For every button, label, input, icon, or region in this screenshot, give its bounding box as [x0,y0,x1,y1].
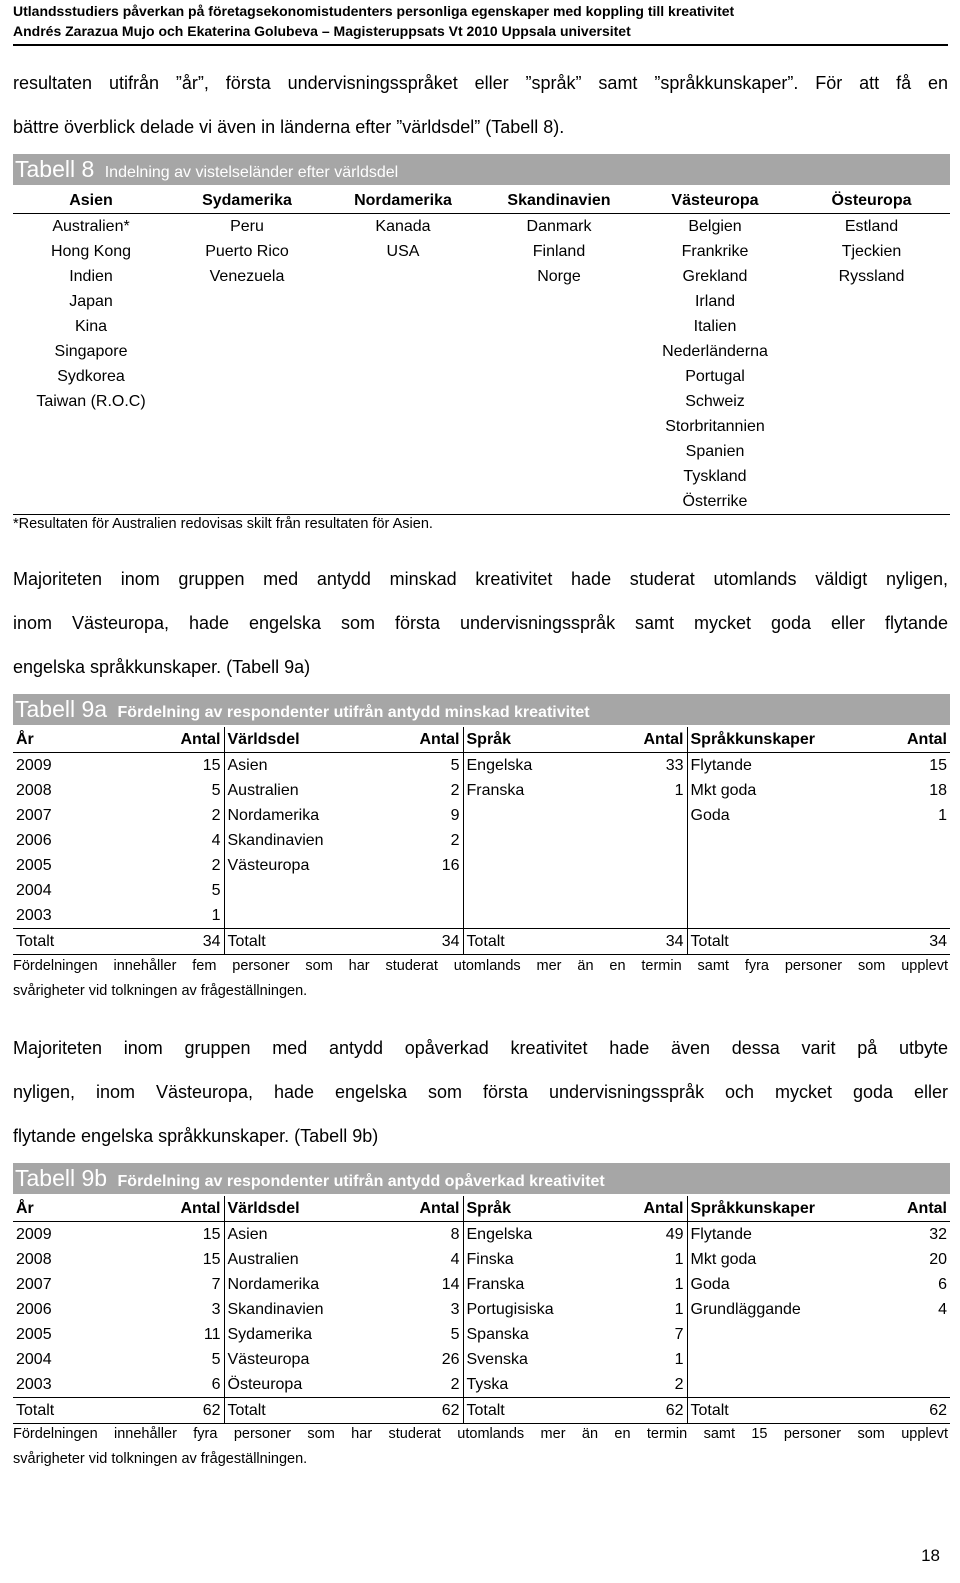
table-cell [481,364,637,389]
table-row [13,778,950,803]
table-cell: Västeuropa [224,853,343,878]
table-cell: 2 [211,857,221,874]
total-cell: 62 [118,1398,224,1424]
table-cell: 2007 [16,1276,52,1293]
table-cell [687,1347,812,1372]
table-row [13,389,950,414]
table9a-header-row [13,727,950,753]
total-cell: Totalt [13,1398,118,1424]
table-cell [687,903,812,929]
header-title: Utlandsstudiers påverkan på företagsekonomistudenters personliga egenskaper med koppling till kreativitet [13,3,735,19]
table9b-header-row [13,1196,950,1222]
total-cell: 62 [812,1398,950,1424]
p9a-line-3: engelska språkkunskaper. (Tabell 9a) [13,657,311,677]
table-row [13,1297,950,1322]
table-cell: 15 [202,1251,221,1268]
table-cell [481,339,637,364]
table-cell [687,878,812,903]
table-cell: 2005 [16,857,52,874]
table-cell: 2006 [16,1301,52,1318]
table-cell: Österrike [637,489,793,515]
table-cell [169,339,325,364]
table-cell [13,464,169,489]
table-cell: 7 [674,1326,684,1343]
table-cell: Franska [463,1272,576,1297]
table-cell: Franska [463,778,576,803]
table-row [13,1347,950,1372]
table-cell: Danmark [526,218,592,235]
total-cell: 34 [576,929,687,955]
table9b-column-header: Språk [463,1196,576,1222]
total-cell: 62 [576,1398,687,1424]
table-cell [343,878,463,903]
table-cell: Goda [687,1272,812,1297]
table9b-note-2: svårigheter vid tolkningen av frågeställningen. [13,1451,308,1467]
table-cell [812,1322,950,1347]
table-row [13,214,950,240]
table-cell: Nordamerika [224,1272,343,1297]
table-cell [793,439,950,464]
table-cell: 4 [938,1301,947,1318]
table-row [13,1272,950,1297]
table-cell [224,878,343,903]
table9a-note-2: svårigheter vid tolkningen av frågeställningen. [13,983,308,999]
table-row [13,903,950,929]
table-cell [325,464,481,489]
table-cell [793,289,950,314]
table-row [13,1222,950,1248]
total-cell: 34 [118,929,224,955]
intro-line-1: resultaten utifrån ”år”, första undervisningsspråket eller ”språk” samt ”språkkunskaper”. För att få en [13,73,948,93]
table-cell: 1 [674,1251,684,1268]
table-cell [812,903,950,929]
table-cell: 1 [674,1351,684,1368]
table-cell: 15 [929,757,947,774]
header-divider [13,44,948,46]
table-cell [325,439,481,464]
table-cell: Tyska [463,1372,576,1398]
p9b-line-3: flytande engelska språkkunskaper. (Tabell 9b) [13,1126,379,1146]
table-cell: 2009 [16,757,52,774]
table9a-note-1: Fördelningen innehåller fem personer som har studerat utomlands mer än en termin samt fyra personer som upplevt [13,958,948,974]
table-row [13,489,950,515]
table-cell: Sydkorea [57,368,125,385]
table-cell: 15 [202,1226,221,1243]
table-cell: 5 [450,1326,460,1343]
table-cell [169,314,325,339]
table-cell: 2009 [16,1226,52,1243]
table-cell: Asien [224,753,343,779]
paragraph-9b [13,1026,948,1158]
table8 [13,188,950,515]
table-cell: Indien [69,268,113,285]
table-cell [325,339,481,364]
table-cell [224,903,343,929]
table-cell: Portugisiska [463,1297,576,1322]
table-cell [169,389,325,414]
table8-column-header: Asien [13,188,169,214]
table-cell [169,489,325,515]
table9b-column-header: Antal [812,1196,950,1222]
table-cell: Portugal [685,368,745,385]
total-cell: Totalt [463,1398,576,1424]
table9a [13,727,950,955]
table8-footnote [13,512,948,537]
table8-footnote-text: *Resultaten för Australien redovisas skilt från resultaten för Asien. [13,516,433,532]
table-cell [169,364,325,389]
table-cell: 2 [674,1376,684,1393]
table-cell [576,853,687,878]
table9a-totals-row [13,929,950,955]
table9b-note-1: Fördelningen innehåller fyra personer som har studerat utomlands mer än en termin samt 15 personer som upplevt [13,1426,948,1442]
table9a-label: Tabell 9a [15,696,108,722]
table-cell: Svenska [463,1347,576,1372]
intro-paragraph [13,61,948,149]
table-cell [812,1347,950,1372]
table-cell [13,439,169,464]
table-cell: 2003 [16,907,52,924]
table-cell [793,464,950,489]
table-cell: 2 [450,832,460,849]
table-cell: Hong Kong [50,243,132,260]
table9b-label: Tabell 9b [15,1165,108,1191]
table-cell: Kanada [375,218,431,235]
table-cell: 2005 [16,1326,52,1343]
table-row [13,464,950,489]
table9b-title-bar [13,1163,950,1194]
table8-column-header: Västeuropa [637,188,793,214]
table-cell [481,439,637,464]
table9a-column-header: Språkkunskaper [687,727,812,753]
table-cell: Japan [69,293,113,310]
table-cell: 33 [665,757,684,774]
running-header [13,1,948,41]
table-cell: 7 [211,1276,221,1293]
intro-line-2: bättre överblick delade vi även in länderna efter ”världsdel” (Tabell 8). [13,117,565,137]
table9a-note [13,954,948,1004]
table-cell [325,314,481,339]
table-cell: 2006 [16,832,52,849]
table-cell: Grekland [682,268,748,285]
table-cell [481,464,637,489]
total-cell: Totalt [463,929,576,955]
table-cell [481,389,637,414]
table-cell: 3 [450,1301,460,1318]
table-row [13,439,950,464]
table-cell: Schweiz [685,393,745,410]
table-cell [325,289,481,314]
table-cell: Italien [693,318,737,335]
table-cell: Flytande [687,1222,812,1248]
table-cell [169,439,325,464]
table-cell: Spanska [463,1322,576,1347]
table-cell: 32 [929,1226,947,1243]
table-cell [169,289,325,314]
table-cell: 2008 [16,1251,52,1268]
table9b-column-header: Världsdel [224,1196,343,1222]
table-cell [576,878,687,903]
table-cell: Engelska [463,753,576,779]
table-cell: Belgien [688,218,742,235]
table-cell: Australien [224,1247,343,1272]
table8-title-bar [13,154,950,185]
table-cell [793,339,950,364]
table-cell: 5 [211,782,221,799]
table-cell: Västeuropa [224,1347,343,1372]
table-cell: 1 [938,807,947,824]
table-cell: 8 [450,1226,460,1243]
table-cell: 4 [211,832,221,849]
table-cell: 5 [450,757,460,774]
table-cell: 11 [203,1326,221,1343]
table9a-column-header: Antal [812,727,950,753]
table-cell: 1 [674,782,684,799]
table-cell: Spanien [685,443,745,460]
table-cell [343,903,463,929]
table-row [13,264,950,289]
total-cell: Totalt [687,929,812,955]
table9a-column-header: Antal [118,727,224,753]
table-cell [325,389,481,414]
table-cell: Östeuropa [224,1372,343,1398]
table-cell: 14 [441,1276,460,1293]
table-cell: Skandinavien [224,828,343,853]
table-cell: 26 [441,1351,460,1368]
table8-header-row [13,188,950,214]
table-cell: Kina [74,318,108,335]
table-cell [576,903,687,929]
table-cell: Finska [463,1247,576,1272]
total-cell: Totalt [224,1398,343,1424]
table-cell: Tyskland [683,468,747,485]
table9a-column-header: Antal [343,727,463,753]
table9b-column-header: Antal [118,1196,224,1222]
table9a-caption: Fördelning av respondenter utifrån antydd minskad kreativitet [117,704,590,721]
table-cell [812,853,950,878]
table9a-column-header: År [13,727,118,753]
total-cell: 62 [343,1398,463,1424]
table9b-caption: Fördelning av respondenter utifrån antydd opåverkad kreativitet [117,1173,605,1190]
table-cell: Mkt goda [687,778,812,803]
table9b-totals-row [13,1398,950,1424]
table-cell: Storbritannien [665,418,765,435]
table-cell: Skandinavien [224,1297,343,1322]
table-cell [463,903,576,929]
total-cell: 34 [343,929,463,955]
table-cell: Norge [537,268,581,285]
table-cell: 2007 [16,807,52,824]
table9a-column-header: Antal [576,727,687,753]
table-cell [481,314,637,339]
table-cell: Flytande [687,753,812,779]
table-row [13,853,950,878]
table-cell: 1 [674,1301,684,1318]
table-cell [325,264,481,289]
total-cell: Totalt [13,929,118,955]
table9a-column-header: Språk [463,727,576,753]
table-cell [325,489,481,515]
table-cell: 6 [211,1376,221,1393]
table-cell: Finland [532,243,586,260]
table-cell: Engelska [463,1222,576,1248]
table-cell [481,489,637,515]
table-cell: Nederländerna [662,343,768,360]
table-cell [793,489,950,515]
table-cell: Mkt goda [687,1247,812,1272]
table-cell: 2008 [16,782,52,799]
table-cell: Puerto Rico [205,243,289,260]
table-cell [576,828,687,853]
table-row [13,239,950,264]
total-cell: Totalt [687,1398,812,1424]
table-cell: Grundläggande [687,1297,812,1322]
table-cell: Peru [230,218,264,235]
table-cell [463,828,576,853]
table-cell: Asien [224,1222,343,1248]
table8-caption: Indelning av vistelseländer efter världsdel [104,164,399,181]
table-cell: Estland [844,218,899,235]
table-cell [812,878,950,903]
table-row [13,828,950,853]
page-number: 18 [921,1546,940,1565]
table-cell [812,828,950,853]
table-row [13,1322,950,1347]
table-cell [325,414,481,439]
table-cell: 15 [202,757,221,774]
paragraph-9a [13,557,948,689]
p9a-line-2: inom Västeuropa, hade engelska som första undervisningsspråk samt mycket goda eller flytande [13,613,948,633]
table-cell: Frankrike [681,243,749,260]
table-cell: 20 [929,1251,947,1268]
table-cell: 49 [665,1226,684,1243]
table8-label: Tabell 8 [15,156,95,182]
table-cell: 2 [450,1376,460,1393]
table-cell: 2 [211,807,221,824]
table-cell: Sydamerika [224,1322,343,1347]
table8-column-header: Östeuropa [793,188,950,214]
table-cell [169,464,325,489]
table-row [13,1372,950,1398]
table-cell: 5 [211,1351,221,1368]
p9b-line-2: nyligen, inom Västeuropa, hade engelska som första undervisningsspråk och mycket goda eller [13,1082,948,1102]
total-cell: Totalt [224,929,343,955]
table-cell: Australien [224,778,343,803]
table-cell [13,414,169,439]
table9b-column-header: Språkkunskaper [687,1196,812,1222]
table-cell [481,289,637,314]
table-cell: Venezuela [209,268,285,285]
table-cell: USA [386,243,420,260]
table-cell [793,314,950,339]
table-cell: 16 [441,857,460,874]
table9a-column-header: Världsdel [224,727,343,753]
table-cell: Ryssland [838,268,905,285]
table-cell: Singapore [54,343,128,360]
table9b [13,1196,950,1424]
table9b-note [13,1422,948,1472]
table-cell [325,364,481,389]
table-cell [463,853,576,878]
table8-column-header: Nordamerika [325,188,481,214]
table-cell [687,1372,812,1398]
table-cell: 2003 [16,1376,52,1393]
table-cell: 5 [211,882,221,899]
table-row [13,289,950,314]
table-cell [793,364,950,389]
table-cell [576,803,687,828]
table8-column-header: Skandinavien [481,188,637,214]
table-cell: Goda [687,803,812,828]
table9b-column-header: År [13,1196,118,1222]
table-cell [463,803,576,828]
table-row [13,1247,950,1272]
table9b-column-header: Antal [576,1196,687,1222]
header-authors: Andrés Zarazua Mujo och Ekaterina Golubeva – Magisteruppsats Vt 2010 Uppsala universitet [13,23,631,39]
table-cell: Australien* [52,218,130,235]
table-cell [687,828,812,853]
table-cell: 18 [929,782,947,799]
table-cell [687,853,812,878]
table-cell: Nordamerika [224,803,343,828]
table-cell [812,1372,950,1398]
table-row [13,339,950,364]
table-row [13,753,950,779]
table-cell: Irland [694,293,736,310]
table-cell: Taiwan (R.O.C) [36,393,146,410]
table-row [13,803,950,828]
table-cell [793,389,950,414]
table-cell: 4 [450,1251,460,1268]
table-cell: 3 [211,1301,221,1318]
table-cell [793,414,950,439]
table-row [13,314,950,339]
table-cell: 1 [211,907,221,924]
table9a-title-bar [13,694,950,725]
table-cell: 9 [450,807,460,824]
table-cell: 2004 [16,882,52,899]
table-cell [13,489,169,515]
table-cell: 1 [674,1276,684,1293]
total-cell: 34 [812,929,950,955]
table-cell: Tjeckien [841,243,902,260]
table-cell [687,1322,812,1347]
table-row [13,364,950,389]
table-cell [463,878,576,903]
p9a-line-1: Majoriteten inom gruppen med antydd minskad kreativitet hade studerat utomlands väldigt nyligen, [13,569,948,589]
table8-column-header: Sydamerika [169,188,325,214]
table-row [13,878,950,903]
p9b-line-1: Majoriteten inom gruppen med antydd opåverkad kreativitet hade även dessa varit på utbyte [13,1038,948,1058]
table-cell: 2004 [16,1351,52,1368]
table-row [13,414,950,439]
table-cell [169,414,325,439]
table-cell: 6 [938,1276,947,1293]
table-cell: 2 [450,782,460,799]
table9b-column-header: Antal [343,1196,463,1222]
table-cell [481,414,637,439]
